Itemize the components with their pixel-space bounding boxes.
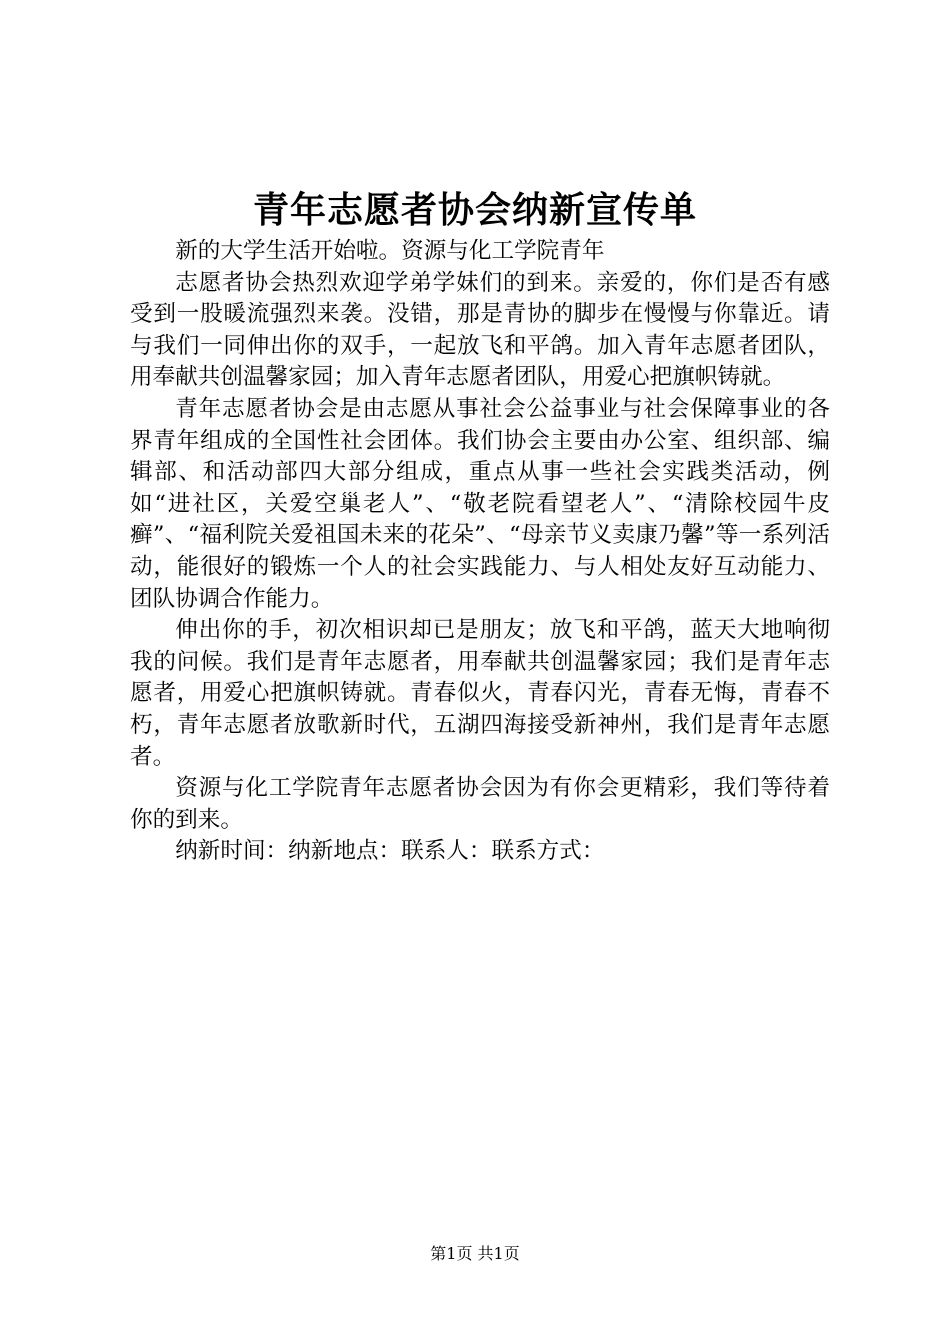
paragraph: 伸出你的手，初次相识却已是朋友；放飞和平鸽，蓝天大地响彻我的问候。我们是青年志愿者，用奉献共创温馨家园；我们是青年志愿者，用爱心把旗帜铸就。青春似火，青春闪光，青春无悔，青春不朽，青年志愿者放歌新时代，五湖四海接受新神州，我们是青年志愿者。 [130, 617, 830, 770]
paragraph: 纳新时间：纳新地点：联系人：联系方式： [175, 838, 605, 865]
paragraph: 青年志愿者协会是由志愿从事社会公益事业与社会保障事业的各界青年组成的全国性社会团体。我们协会主要由办公室、组织部、编辑部、和活动部四大部分组成，重点从事一些社会实践类活动，例如“进社区，关爱空巢老人”、“敬老院看望老人”、“清除校园牛皮癣”、“福利院关爱祖国未来的花朵”、“母亲节义卖康乃馨”等一系列活动，能很好的锻炼一个人的社会实践能力、与人相处友好互动能力、团队协调合作能力。 [130, 395, 830, 612]
page-title: 青年志愿者协会纳新宣传单 [252, 189, 697, 231]
paragraph: 新的大学生活开始啦。资源与化工学院青年 [175, 238, 605, 264]
paragraph: 资源与化工学院青年志愿者协会因为有你会更精彩，我们等待着你的到来。 [130, 775, 830, 833]
page-number-footer: 第1页 共1页 [430, 1244, 520, 1263]
document-body [130, 236, 830, 868]
paragraph: 志愿者协会热烈欢迎学弟学妹们的到来。亲爱的，你们是否有感受到一股暖流强烈来袭。没错，那是青协的脚步在慢慢与你靠近。请与我们一同伸出你的双手，一起放飞和平鸽。加入青年志愿者团队，用奉献共创温馨家园；加入青年志愿者团队，用爱心把旗帜铸就。 [130, 269, 830, 391]
